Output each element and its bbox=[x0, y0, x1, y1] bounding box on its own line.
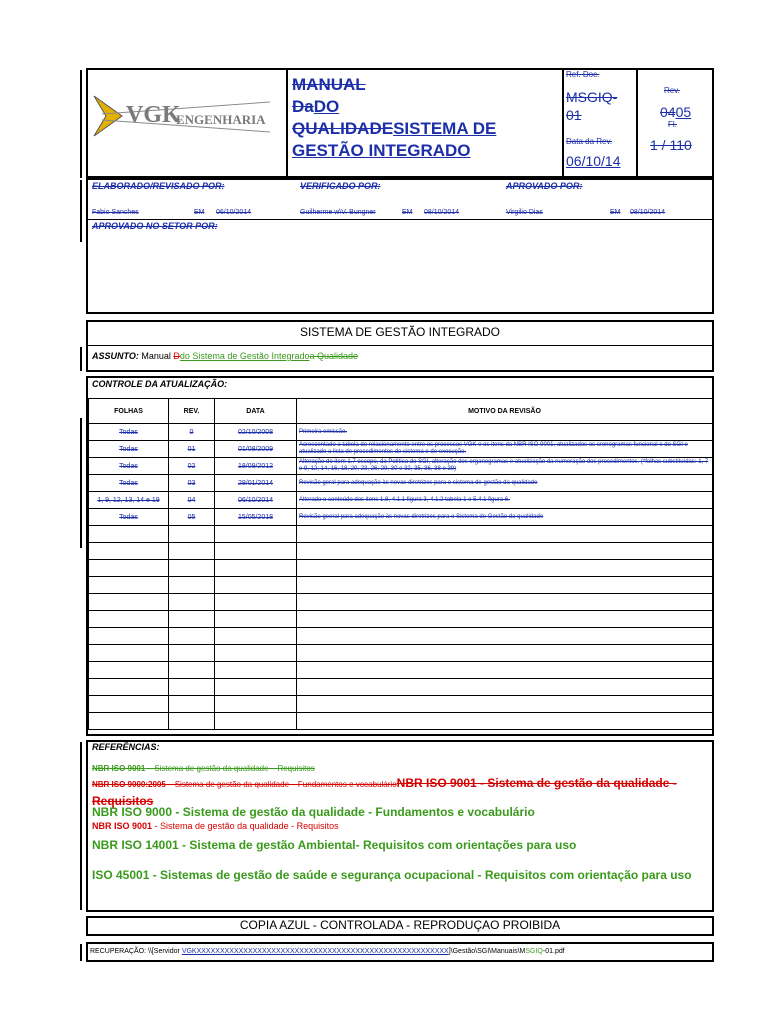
empty-cell bbox=[297, 628, 713, 645]
empty-cell bbox=[89, 543, 169, 560]
empty-cell bbox=[297, 611, 713, 628]
cell-motivo: Alteração do item 1.7 escopo, da Política do SGI, alteração dos organogramas e atualização da numeração dos procedimentos. (*folhas substituídas: 1, 7 e 9, 12, 14, 16, 18, 20, 23, 26, 29, 30 e 32, 35, 36, 38 e 39) bbox=[297, 458, 713, 475]
empty-cell bbox=[169, 611, 215, 628]
cell-folhas: Todas bbox=[89, 458, 169, 475]
elaborado-label: ELABORADO/REVISADO POR: bbox=[92, 181, 225, 191]
empty-cell bbox=[89, 611, 169, 628]
table-row-empty bbox=[89, 560, 713, 577]
table-row bbox=[89, 458, 713, 475]
document-title bbox=[292, 74, 560, 162]
verificado-name: Guilherme w\V. Bungner bbox=[300, 209, 376, 216]
cell-rev: 0 bbox=[169, 424, 215, 441]
empty-cell bbox=[169, 577, 215, 594]
col-rev: REV. bbox=[169, 399, 215, 424]
empty-cell bbox=[297, 577, 713, 594]
rev-new: 05 bbox=[675, 104, 692, 120]
cell-folhas: Todas bbox=[89, 441, 169, 458]
empty-cell bbox=[297, 679, 713, 696]
table-row bbox=[89, 424, 713, 441]
empty-cell bbox=[89, 594, 169, 611]
rev-old: 04 bbox=[660, 104, 676, 120]
cell-folhas: Todas bbox=[89, 509, 169, 526]
empty-cell bbox=[169, 645, 215, 662]
aprovado-name: Virgilio Dias bbox=[506, 209, 543, 216]
ref-doc-label: Ref. Doc. bbox=[566, 70, 600, 79]
verificado-date: 08/10/2014 bbox=[424, 209, 460, 216]
assunto-line bbox=[92, 351, 358, 361]
cell-motivo: Primeira emissão. bbox=[297, 424, 713, 441]
approvals-frame bbox=[86, 178, 714, 314]
recuperacao-end: -01.pdf bbox=[542, 948, 565, 955]
cell-rev: 04 bbox=[169, 492, 215, 509]
aprovado-date: 08/10/2014 bbox=[630, 209, 666, 216]
revision-table bbox=[88, 398, 713, 730]
fl-label: Fl. bbox=[668, 120, 677, 129]
ref-doc-value: MSGIQ-01 bbox=[566, 89, 618, 123]
empty-cell bbox=[215, 662, 297, 679]
cell-data: 28/01/2014 bbox=[215, 475, 297, 492]
col-motivo: MOTIVO DA REVISÃO bbox=[297, 399, 713, 424]
empty-cell bbox=[297, 543, 713, 560]
empty-cell bbox=[89, 526, 169, 543]
empty-cell bbox=[89, 662, 169, 679]
empty-cell bbox=[169, 679, 215, 696]
table-row-empty bbox=[89, 679, 713, 696]
col-folhas: FOLHAS bbox=[89, 399, 169, 424]
empty-cell bbox=[215, 577, 297, 594]
empty-cell bbox=[215, 560, 297, 577]
reference-6: ISO 45001 - Sistemas de gestão de saúde e segurança ocupacional - Requisitos com orientação para uso bbox=[92, 868, 692, 882]
table-row bbox=[89, 509, 713, 526]
table-row-empty bbox=[89, 628, 713, 645]
cell-rev: 03 bbox=[169, 475, 215, 492]
empty-cell bbox=[297, 560, 713, 577]
logo-subtext: ENGENHARIA bbox=[176, 112, 266, 127]
empty-cell bbox=[215, 543, 297, 560]
revision-table-header bbox=[89, 399, 713, 424]
empty-cell bbox=[89, 560, 169, 577]
ref4-text: - Sistema de gestão da qualidade - Requisitos bbox=[152, 821, 339, 831]
empty-cell bbox=[89, 577, 169, 594]
system-title: SISTEMA DE GESTÃO INTEGRADO bbox=[299, 325, 501, 339]
cell-folhas: 1, 9, 12, 13, 14 e 19 bbox=[89, 492, 169, 509]
cell-folhas: Todas bbox=[89, 424, 169, 441]
references-title: REFERÊNCIAS: bbox=[92, 742, 160, 752]
empty-cell bbox=[89, 628, 169, 645]
cell-motivo: Alterado o conteúdo dos itens 1.8, 4.1.1 figura 3, 4.1.2 tabela 1 e 5.4.1 figura 6. bbox=[297, 492, 713, 509]
col-data: DATA bbox=[215, 399, 297, 424]
empty-cell bbox=[215, 628, 297, 645]
cell-data: 15/05/2018 bbox=[215, 509, 297, 526]
table-row-empty bbox=[89, 713, 713, 730]
empty-cell bbox=[89, 645, 169, 662]
assunto-old-tail: a Qualidade bbox=[309, 351, 359, 361]
table-row-empty bbox=[89, 645, 713, 662]
elaborado-date: 06/10/2014 bbox=[216, 209, 252, 216]
table-row bbox=[89, 441, 713, 458]
verificado-label: VERIFICADO POR: bbox=[300, 181, 381, 191]
recuperacao-label: RECUPERAÇÃO: \\[Servidor bbox=[90, 948, 182, 955]
recuperacao-mid: ]\Gestão\SGI\Manuais\M bbox=[448, 948, 526, 955]
recuperacao-line bbox=[90, 948, 565, 955]
verificado-em: EM bbox=[402, 209, 413, 216]
title-line-4: GESTÃO INTEGRADO bbox=[292, 141, 471, 160]
table-row-empty bbox=[89, 696, 713, 713]
ref2-code: NBR ISO 9000:2005 bbox=[92, 780, 166, 789]
aprovado-em: EM bbox=[610, 209, 621, 216]
cell-data: 02/10/2008 bbox=[215, 424, 297, 441]
empty-cell bbox=[89, 679, 169, 696]
empty-cell bbox=[215, 611, 297, 628]
empty-cell bbox=[89, 696, 169, 713]
assunto-label: ASSUNTO: bbox=[92, 351, 139, 361]
cell-data: 01/08/2009 bbox=[215, 441, 297, 458]
rev-label: Rev. bbox=[664, 86, 680, 95]
table-row bbox=[89, 492, 713, 509]
empty-cell bbox=[169, 713, 215, 730]
ref1-text: – Sistema de gestão da qualidade – Requisitos bbox=[145, 764, 315, 773]
cell-data: 18/09/2012 bbox=[215, 458, 297, 475]
assunto-old-d: D bbox=[173, 351, 180, 361]
ref2-text: – Sistema de gestão da qualidade – Fundamentos e vocabulário bbox=[165, 780, 397, 789]
table-row-empty bbox=[89, 594, 713, 611]
empty-cell bbox=[169, 543, 215, 560]
empty-cell bbox=[297, 645, 713, 662]
empty-cell bbox=[89, 713, 169, 730]
cell-rev: 02 bbox=[169, 458, 215, 475]
empty-cell bbox=[215, 713, 297, 730]
cell-motivo: Revisão geeral para adequação às novas diretrizes para o Sistema de Gestão da qualidade bbox=[297, 509, 713, 526]
table-row-empty bbox=[89, 577, 713, 594]
aprovado-label: APROVADO POR: bbox=[506, 181, 583, 191]
cell-folhas: Todas bbox=[89, 475, 169, 492]
empty-cell bbox=[215, 594, 297, 611]
title-old-2: Da bbox=[292, 97, 314, 116]
elaborado-em: EM bbox=[194, 209, 205, 216]
empty-cell bbox=[297, 594, 713, 611]
empty-cell bbox=[169, 696, 215, 713]
title-old-1: MANUAL bbox=[292, 75, 366, 94]
logo-text: VGK bbox=[126, 102, 181, 128]
cell-rev: 05 bbox=[169, 509, 215, 526]
data-rev-value: 06/10/14 bbox=[566, 153, 621, 169]
elaborado-name: Fabio Sanches bbox=[92, 209, 139, 216]
recuperacao-code: SGIQ bbox=[525, 948, 543, 955]
empty-cell bbox=[297, 713, 713, 730]
reference-4 bbox=[92, 821, 339, 831]
fl-value: 1 / 110 bbox=[650, 137, 692, 153]
company-logo bbox=[92, 90, 272, 140]
empty-cell bbox=[169, 526, 215, 543]
table-row-empty bbox=[89, 543, 713, 560]
title-new-3: SISTEMA DE bbox=[393, 119, 497, 138]
assunto-new: do Sistema de Gestão Integrado bbox=[179, 351, 310, 361]
empty-cell bbox=[297, 696, 713, 713]
cell-data: 06/10/2014 bbox=[215, 492, 297, 509]
setor-label: APROVADO NO SETOR POR: bbox=[92, 221, 218, 231]
title-old-3: QUALIDADE bbox=[292, 119, 394, 138]
empty-cell bbox=[215, 679, 297, 696]
ref4-code: NBR ISO 9001 bbox=[92, 821, 153, 831]
empty-cell bbox=[169, 628, 215, 645]
table-row-empty bbox=[89, 662, 713, 679]
cell-motivo: Acrescentado a tabela de relacionamento entre os processos VGK e os itens da NBR ISO 9001, atualizados os cronogramas funcional e do SGI e atualizado a lista de procedimentos de sistema e de execução. bbox=[297, 441, 713, 458]
table-row-empty bbox=[89, 526, 713, 543]
reference-1 bbox=[92, 764, 315, 773]
table-row bbox=[89, 475, 713, 492]
ref1-code: NBR ISO 9001 bbox=[92, 764, 146, 773]
assunto-prefix: Manual bbox=[141, 351, 174, 361]
copy-label: COPIA AZUL - CONTROLADA - REPRODUÇAO PROIBIDA bbox=[239, 918, 561, 932]
empty-cell bbox=[215, 526, 297, 543]
table-row-empty bbox=[89, 611, 713, 628]
rev-value bbox=[660, 104, 691, 120]
cell-motivo: Revisão geral para adequação às novas diretrizes para o sistema de gestão da qualidade bbox=[297, 475, 713, 492]
reference-5: NBR ISO 14001 - Sistema de gestão Ambiental- Requisitos com orientações para uso bbox=[92, 838, 577, 852]
empty-cell bbox=[297, 662, 713, 679]
recuperacao-link[interactable]: VGKXXXXXXXXXXXXXXXXXXXXXXXXXXXXXXXXXXXXXXXXXXXXXXXXXXXXXX bbox=[181, 948, 449, 955]
cell-rev: 01 bbox=[169, 441, 215, 458]
empty-cell bbox=[215, 696, 297, 713]
empty-cell bbox=[169, 662, 215, 679]
reference-3: NBR ISO 9000 - Sistema de gestão da qualidade - Fundamentos e vocabulário bbox=[92, 805, 535, 819]
ref2-big: NBR ISO 9001 - Sistema de gestão da qualidade - Requisitos bbox=[92, 776, 677, 808]
title-new-2: DO bbox=[313, 97, 340, 116]
empty-cell bbox=[215, 645, 297, 662]
empty-cell bbox=[169, 560, 215, 577]
empty-cell bbox=[297, 526, 713, 543]
data-rev-label: Data da Rev. bbox=[566, 137, 613, 146]
control-title: CONTROLE DA ATUALIZAÇÃO: bbox=[92, 379, 228, 389]
empty-cell bbox=[169, 594, 215, 611]
